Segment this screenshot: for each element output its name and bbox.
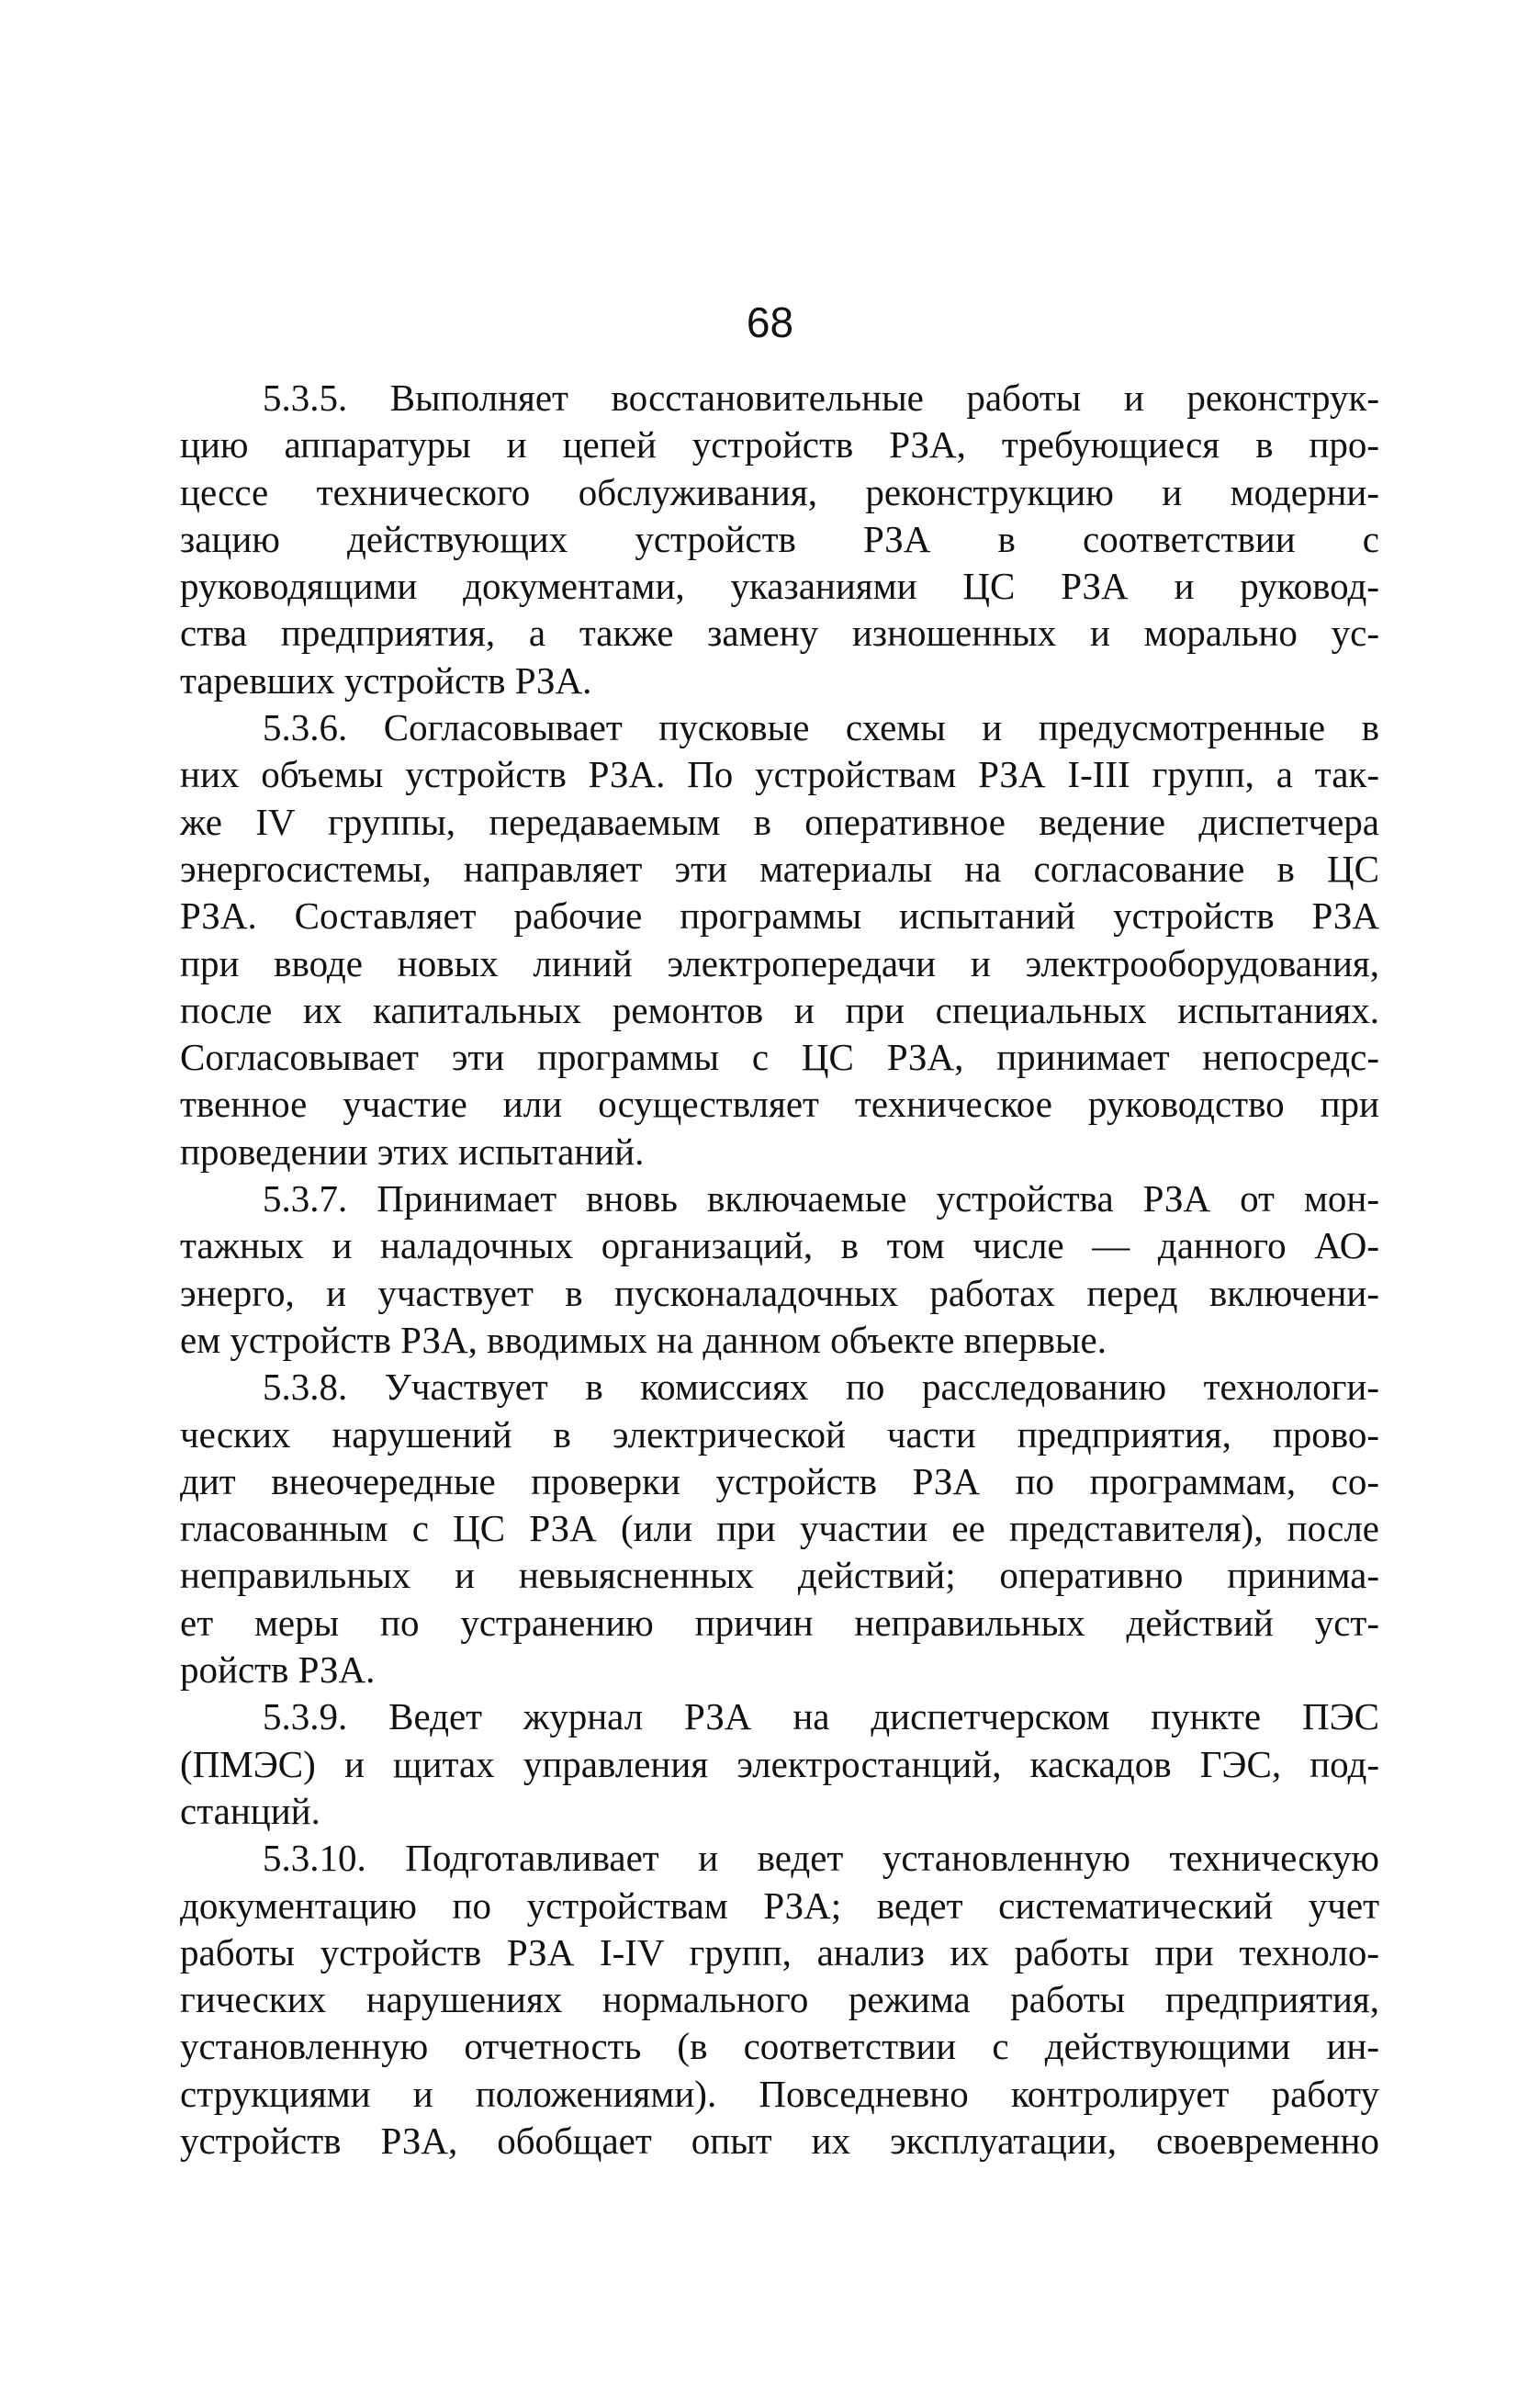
text-line: цию аппаратуры и цепей устройств РЗА, требующиеся в про- <box>180 423 1379 467</box>
text-line: станций. <box>180 1789 320 1832</box>
text-line: зацию действующих устройств РЗА в соответствии с <box>180 517 1379 560</box>
text-line: цессе технического обслуживания, реконструкцию и модерни- <box>180 470 1379 513</box>
text-line: 5.3.6. Согласовывает пусковые схемы и предусмотренные в <box>263 706 1379 749</box>
text-line: ства предприятия, а также замену изношенных и морально ус- <box>180 612 1379 655</box>
text-line: гласованным с ЦС РЗА (или при участии ее представителя), после <box>180 1507 1379 1550</box>
text-line: же IV группы, передаваемым в оперативное ведение диспетчера <box>180 800 1379 843</box>
page-number: 68 <box>746 298 794 346</box>
text-line: РЗА. Составляет рабочие программы испытаний устройств РЗА <box>180 894 1379 938</box>
text-line: них объемы устройств РЗА. По устройствам РЗА I-III групп, а так- <box>180 753 1379 796</box>
text-line: 5.3.9. Ведет журнал РЗА на диспетчерском пункте ПЭС <box>263 1695 1379 1738</box>
text-line: устройств РЗА, обобщает опыт их эксплуатации, своевременно <box>180 2119 1379 2162</box>
text-line: ческих нарушений в электрической части предприятия, прово- <box>180 1412 1379 1456</box>
text-line: неправильных и невыясненных действий; оперативно принима- <box>180 1554 1379 1597</box>
body-text <box>180 375 1379 2165</box>
text-line: дит внеочередные проверки устройств РЗА по программам, со- <box>180 1459 1379 1502</box>
text-line: руководящими документами, указаниями ЦС РЗА и руковод- <box>180 565 1379 608</box>
text-line: ет меры по устранению причин неправильных действий уст- <box>180 1601 1379 1644</box>
text-line: гических нарушениях нормального режима работы предприятия, <box>180 1978 1379 2021</box>
text-line: энергосистемы, направляет эти материалы на согласование в ЦС <box>180 847 1379 890</box>
text-line: энерго, и участвует в пусконаладочных работах перед включени- <box>180 1271 1379 1314</box>
text-line: ем устройств РЗА, вводимых на данном объекте впервые. <box>180 1318 1107 1361</box>
text-line: 5.3.10. Подготавливает и ведет установленную техническую <box>263 1837 1379 1880</box>
text-line: установленную отчетность (в соответствии с действующими ин- <box>180 2025 1379 2068</box>
text-line: ройств РЗА. <box>180 1648 376 1692</box>
text-line: 5.3.7. Принимает вновь включаемые устройства РЗА от мон- <box>263 1177 1379 1220</box>
text-line: при вводе новых линий электропередачи и электрооборудования, <box>180 941 1379 984</box>
text-line: таревших устройств РЗА. <box>180 658 592 702</box>
text-line: работы устройств РЗА I-IV групп, анализ их работы при техноло- <box>180 1930 1379 1974</box>
text-line: (ПМЭС) и щитах управления электростанций, каскадов ГЭС, под- <box>180 1742 1379 1785</box>
text-line: документацию по устройствам РЗА; ведет систематический учет <box>180 1884 1379 1927</box>
text-line: твенное участие или осуществляет техническое руководство при <box>180 1083 1379 1126</box>
text-line: Согласовывает эти программы с ЦС РЗА, принимает непосредс- <box>180 1036 1379 1079</box>
text-line: 5.3.5. Выполняет восстановительные работы и реконструк- <box>263 377 1379 419</box>
text-line: 5.3.8. Участвует в комиссиях по расследованию технологи- <box>263 1366 1379 1409</box>
text-line: струкциями и положениями). Повседневно контролирует работу <box>180 2072 1379 2115</box>
text-line: проведении этих испытаний. <box>180 1130 645 1173</box>
text-line: после их капитальных ремонтов и при специальных испытаниях. <box>180 988 1379 1031</box>
text-line: тажных и наладочных организаций, в том числе — данного АО- <box>180 1224 1379 1267</box>
